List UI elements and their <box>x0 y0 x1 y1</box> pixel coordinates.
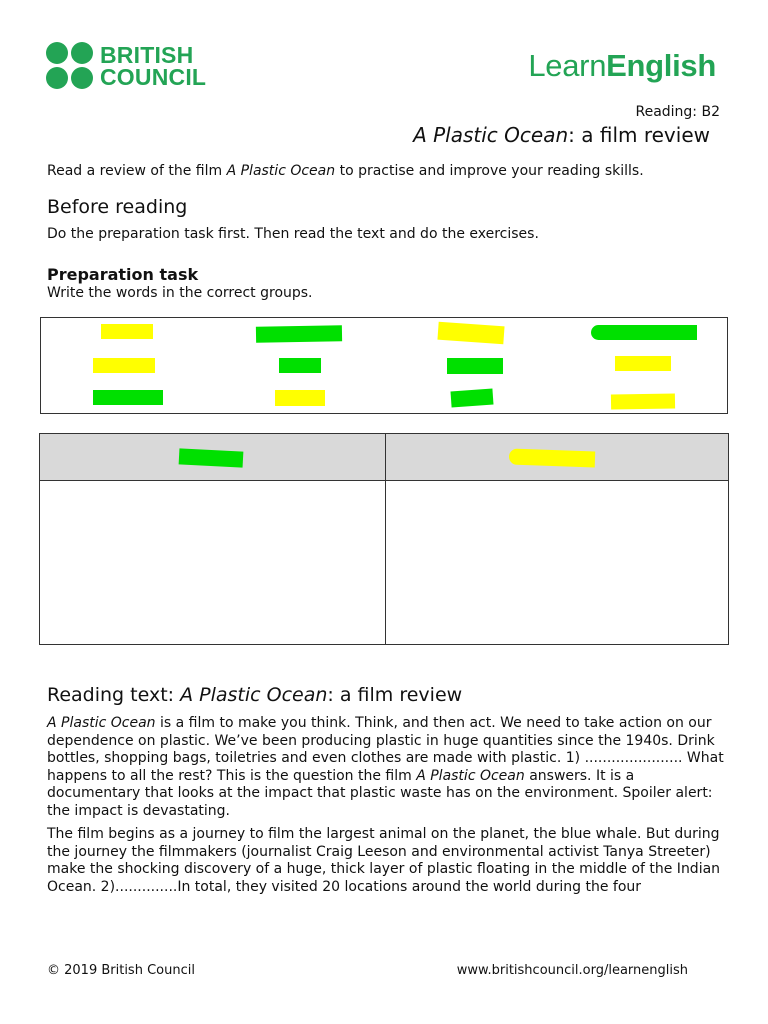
title-italic: A Plastic Ocean <box>413 123 569 147</box>
group-header-2 <box>386 434 728 481</box>
page-title <box>413 123 710 147</box>
word-highlight <box>611 393 675 409</box>
brand-light: Learn <box>528 48 607 83</box>
brand-bold: English <box>606 48 716 83</box>
british-council-logo <box>46 42 206 90</box>
intro-text: Read a review of the film A Plastic Ocean to practise and improve your reading skills. <box>47 163 644 179</box>
word-highlight <box>450 389 493 408</box>
word-highlight <box>93 358 155 373</box>
preparation-heading: Preparation task <box>47 265 199 284</box>
word-highlight <box>275 390 325 406</box>
word-highlight <box>591 325 697 340</box>
groups-table <box>39 433 729 645</box>
word-highlight <box>447 358 503 374</box>
logo-line-2: COUNCIL <box>100 64 207 90</box>
word-highlight <box>93 390 163 405</box>
word-highlight <box>279 358 321 373</box>
group-header-1 <box>40 434 385 481</box>
footer-copyright: © 2019 British Council <box>47 963 195 978</box>
word-highlight <box>256 325 342 342</box>
reading-paragraph-1: A Plastic Ocean is a film to make you think. Think, and then act. We need to take action on our dependence on plastic. We’ve been producing plastic in huge quantities since the 1940s. Drink bottles, shopping bags, toiletries and even clothes are made with plastic. 1) ...................... What happens to all the rest? This is the question the film A Plastic Ocean answers. It is a documentary that looks at the impact that plastic waste has on the environment. Spoiler alert: the impact is devastating. <box>47 715 724 819</box>
group-header-highlight <box>509 449 596 468</box>
logo-line-1: BRITISH <box>100 42 194 68</box>
word-highlight <box>615 356 671 371</box>
learnenglish-brand <box>528 48 716 84</box>
logo-dots-icon <box>46 42 94 90</box>
level-label-text: Reading: <box>635 104 698 120</box>
title-rest: : a film review <box>568 123 710 147</box>
preparation-instruction: Write the words in the correct groups. <box>47 285 313 301</box>
word-highlight <box>437 322 504 345</box>
before-reading-heading: Before reading <box>47 196 188 218</box>
word-highlight <box>101 324 153 339</box>
table-divider <box>385 434 386 644</box>
level-label <box>635 104 720 120</box>
reading-heading: Reading text: A Plastic Ocean: a film review <box>47 684 463 706</box>
group-header-highlight <box>179 448 244 467</box>
word-box <box>40 317 728 414</box>
reading-paragraph-2: The film begins as a journey to film the largest animal on the planet, the blue whale. But during the journey the filmmakers (journalist Craig Leeson and environmental activist Tanya Streeter) make the shocking discovery of a huge, thick layer of plastic floating in the middle of the Indian Ocean. 2)..............In total, they visited 20 locations around the world during the four <box>47 826 721 895</box>
before-reading-instruction: Do the preparation task first. Then read the text and do the exercises. <box>47 226 539 242</box>
reading-text <box>47 715 729 902</box>
footer-url[interactable]: www.britishcouncil.org/learnenglish <box>456 963 688 978</box>
logo-text <box>100 44 206 88</box>
level-value: B2 <box>701 104 720 120</box>
